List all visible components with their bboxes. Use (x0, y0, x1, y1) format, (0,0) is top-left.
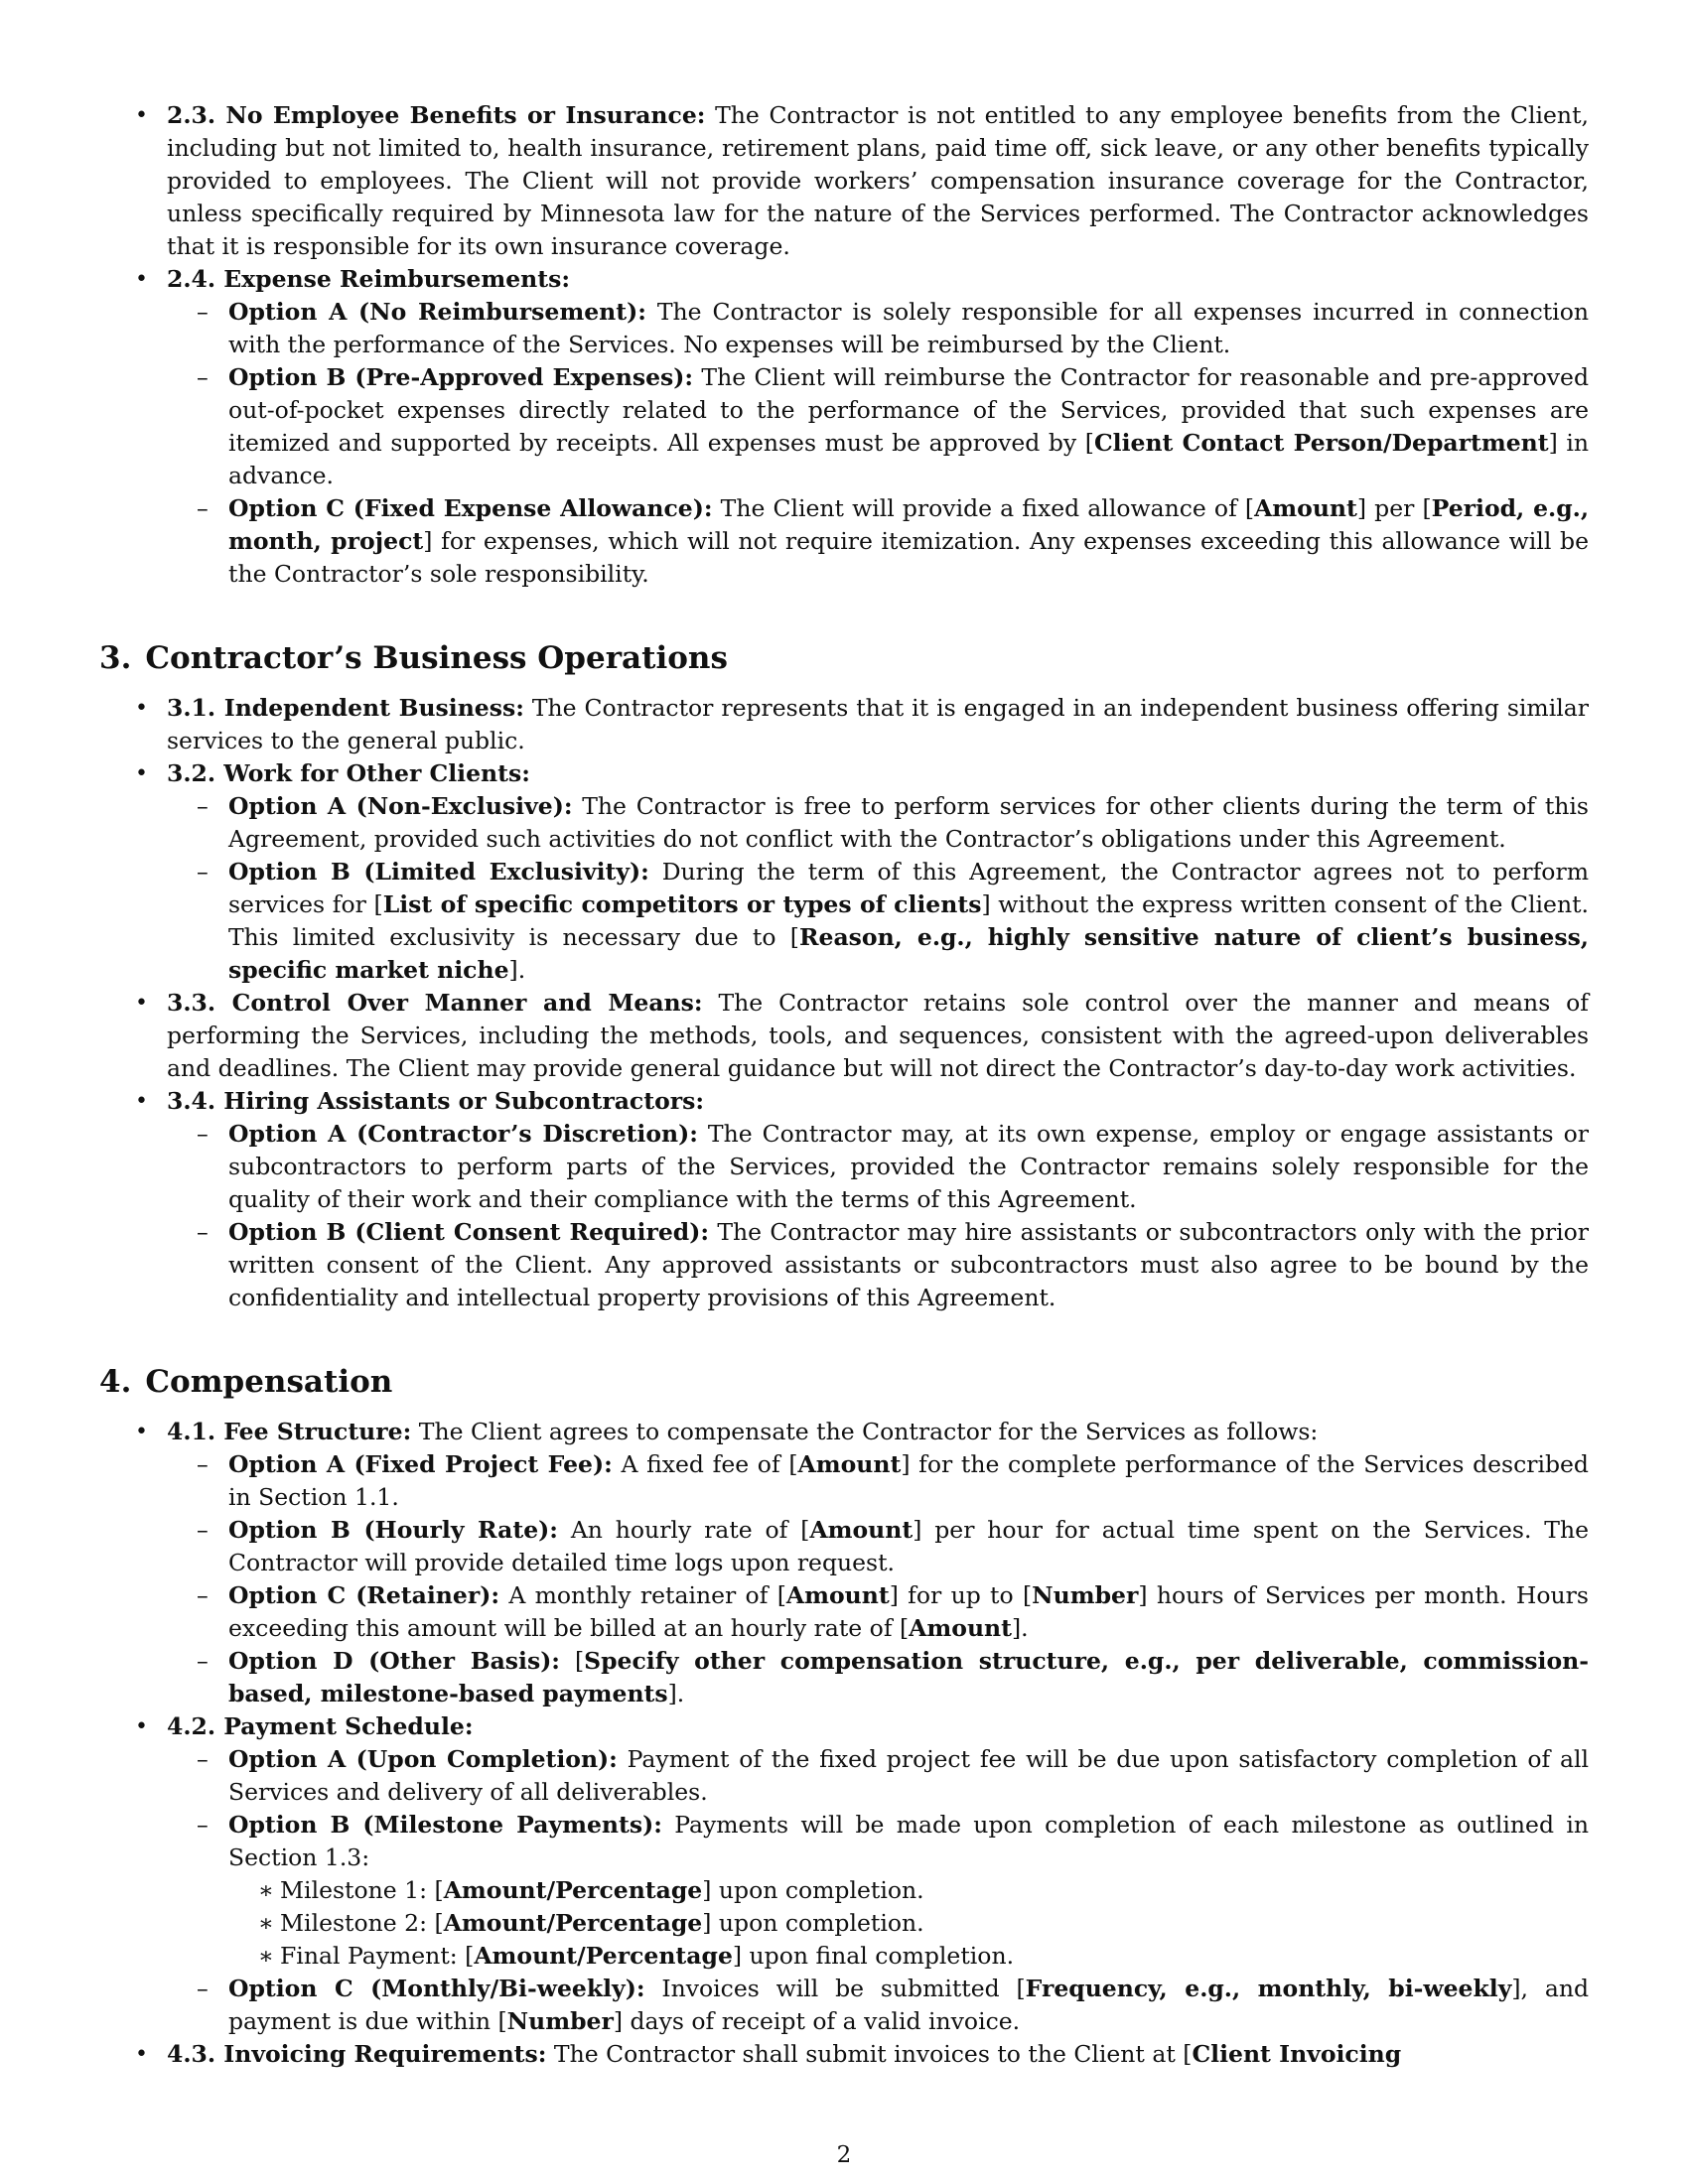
placeholder-field: Frequency, e.g., monthly, bi-weekly (1025, 1975, 1512, 2002)
milestone-item (228, 1907, 1589, 1940)
milestone-text: ] upon completion. (702, 1876, 924, 1904)
option-label: Option C (Retainer): (228, 1581, 500, 1609)
clause-label: 2.4. Expense Reimbursements: (167, 265, 571, 293)
bullet-icon: • (135, 267, 148, 292)
clause-4-2 (99, 1710, 1589, 2038)
bullet-icon: • (135, 991, 148, 1016)
milestone-item (228, 1874, 1589, 1907)
option-text: The Client will reimburse the Contractor for reasonable and pre-approved out-of-pocket expenses directly related to the performance of the Services, provided that such expenses are itemized and supported by receipts. All expenses must be approved by [ (228, 363, 1589, 457)
option-text: [ (574, 1647, 585, 1675)
section-4-heading (99, 1364, 1589, 1400)
dash-icon: – (197, 1647, 209, 1675)
placeholder-field: Amount (1254, 494, 1357, 522)
milestone-text: Milestone 1: [ (280, 1876, 444, 1904)
bullet-icon: • (135, 761, 148, 786)
milestone-text: Final Payment: [ (280, 1942, 475, 1970)
option-text: ], and payment is due within [ (228, 1975, 1590, 2035)
option-label: Option B (Limited Exclusivity): (228, 858, 649, 886)
dash-icon: – (197, 858, 209, 886)
option-text: ] without the express written consent of the Client. This limited exclusivity is necessary due to [ (228, 890, 1589, 951)
option-item (167, 1973, 1589, 2038)
option-label: Option C (Monthly/Bi-weekly): (228, 1975, 645, 2002)
clause-2-4 (99, 263, 1589, 591)
bullet-icon: • (135, 103, 148, 128)
asterisk-icon: ∗ (258, 1876, 274, 1904)
milestone-text: ] upon completion. (702, 1909, 924, 1937)
dash-icon: – (197, 1516, 209, 1544)
options-list (167, 296, 1589, 591)
bullet-icon: • (135, 1420, 148, 1444)
clause-label: 4.1. Fee Structure: (167, 1418, 412, 1445)
dash-icon: – (197, 363, 209, 391)
document-page (99, 99, 1589, 2071)
option-text: ] for the complete performance of the Services described in Section 1.1. (228, 1450, 1589, 1511)
section-4-list (99, 1416, 1589, 2071)
option-item (167, 492, 1589, 591)
section-number: 3. (99, 640, 132, 676)
placeholder-field: Amount (785, 1581, 890, 1609)
options-list (167, 1118, 1589, 1314)
section-3-list (99, 692, 1589, 1314)
option-text: An hourly rate of [ (570, 1516, 810, 1544)
option-item (167, 296, 1589, 361)
option-text: A monthly retainer of [ (508, 1581, 786, 1609)
clause-3-3 (99, 987, 1589, 1085)
option-item (167, 361, 1589, 492)
clause-3-4 (99, 1085, 1589, 1314)
dash-icon: – (197, 1811, 209, 1839)
dash-icon: – (197, 1975, 209, 2002)
option-text: The Contractor may hire assistants or subcontractors only with the prior written consent of the Client. Any approved assistants or subcontractors must also agree to be bound by the confidentiality and intellectual property provisions of this Agreement. (228, 1218, 1589, 1311)
placeholder-field: Specify other compensation structure, e.g., per deliverable, commission-based, milestone-based payments (228, 1647, 1589, 1707)
option-item (167, 1743, 1589, 1809)
section-title: Contractor’s Business Operations (145, 640, 728, 676)
section-title: Compensation (145, 1364, 393, 1400)
clause-3-2 (99, 757, 1589, 987)
placeholder-field: Amount (909, 1614, 1012, 1642)
option-text: Invoices will be submitted [ (661, 1975, 1026, 2002)
options-list (167, 1743, 1589, 2038)
clause-3-1 (99, 692, 1589, 757)
placeholder-field: Period, e.g., month, project (228, 494, 1589, 555)
clause-text: The Contractor is not entitled to any employee benefits from the Client, including but not limited to, health insurance, retirement plans, paid time off, sick leave, or any other benefits typically provided to employees. The Client will not provide workers’ compensation insurance coverage for the Contractor, unless specifically required by Minnesota law for the nature of the Services performed. The Contractor acknowledges that it is responsible for its own insurance coverage. (167, 101, 1589, 260)
option-item (167, 1514, 1589, 1579)
option-item (167, 1448, 1589, 1514)
placeholder-field: Client Contact Person/Department (1093, 429, 1549, 457)
option-text: The Contractor is free to perform services for other clients during the term of this Agreement, provided such activities do not conflict with the Contractor’s obligations under this Agreement. (228, 792, 1589, 853)
option-text: ] days of receipt of a valid invoice. (613, 2007, 1021, 2035)
dash-icon: – (197, 298, 209, 326)
options-list (167, 1448, 1589, 1710)
option-item (167, 1645, 1589, 1710)
placeholder-field: Amount/Percentage (443, 1909, 703, 1937)
option-text: The Client will provide a fixed allowance of [ (720, 494, 1255, 522)
option-label: Option B (Hourly Rate): (228, 1516, 558, 1544)
clause-text: The Contractor represents that it is engaged in an independent business offering similar services to the general public. (167, 694, 1589, 754)
placeholder-field: Number (506, 2007, 614, 2035)
option-label: Option A (Upon Completion): (228, 1745, 618, 1773)
asterisk-icon: ∗ (258, 1942, 274, 1970)
placeholder-field: Client Invoicing (1192, 2040, 1402, 2068)
option-text: ]. (508, 956, 526, 984)
bullet-icon: • (135, 696, 148, 721)
option-text: A fixed fee of [ (621, 1450, 798, 1478)
dash-icon: – (197, 1218, 209, 1246)
option-item (167, 1118, 1589, 1216)
dash-icon: – (197, 494, 209, 522)
milestone-list (228, 1874, 1589, 1973)
clause-4-1 (99, 1416, 1589, 1710)
clause-label: 3.1. Independent Business: (167, 694, 524, 722)
option-text: ]. (667, 1680, 685, 1707)
milestone-text: Milestone 2: [ (280, 1909, 444, 1937)
option-label: Option D (Other Basis): (228, 1647, 560, 1675)
dash-icon: – (197, 1450, 209, 1478)
clause-2-3 (99, 99, 1589, 263)
asterisk-icon: ∗ (258, 1909, 274, 1937)
section-number: 4. (99, 1364, 132, 1400)
option-text: ] in advance. (228, 429, 1589, 489)
option-label: Option B (Client Consent Required): (228, 1218, 710, 1246)
bullet-icon: • (135, 2042, 148, 2067)
option-label: Option B (Milestone Payments): (228, 1811, 662, 1839)
option-item (167, 1579, 1589, 1645)
option-label: Option A (Fixed Project Fee): (228, 1450, 613, 1478)
option-text: ] hours of Services per month. Hours exceeding this amount will be billed at an hourly rate of [ (228, 1581, 1589, 1642)
option-text: ]. (1011, 1614, 1029, 1642)
option-text: Payment of the fixed project fee will be due upon satisfactory completion of all Services and delivery of all deliverables. (228, 1745, 1589, 1806)
option-text: The Contractor is solely responsible for all expenses incurred in connection with the performance of the Services. No expenses will be reimbursed by the Client. (228, 298, 1589, 358)
section-2-list (99, 99, 1589, 591)
placeholder-field: Amount/Percentage (443, 1876, 703, 1904)
clause-4-3 (99, 2038, 1589, 2071)
option-label: Option B (Pre-Approved Expenses): (228, 363, 694, 391)
clause-label: 3.4. Hiring Assistants or Subcontractors: (167, 1087, 705, 1115)
dash-icon: – (197, 792, 209, 820)
placeholder-field: Reason, e.g., highly sensitive nature of client’s business, specific market niche (228, 923, 1589, 984)
clause-label: 4.3. Invoicing Requirements: (167, 2040, 547, 2068)
clause-label: 2.3. No Employee Benefits or Insurance: (167, 101, 706, 129)
option-text: ] for up to [ (889, 1581, 1033, 1609)
page-number: 2 (836, 2142, 852, 2168)
clause-text: The Contractor shall submit invoices to the Client at [ (553, 2040, 1193, 2068)
option-label: Option A (No Reimbursement): (228, 298, 646, 326)
clause-label: 4.2. Payment Schedule: (167, 1712, 474, 1740)
option-label: Option A (Contractor’s Discretion): (228, 1120, 698, 1148)
option-text: During the term of this Agreement, the Contractor agrees not to perform services for [ (228, 858, 1589, 918)
option-item (167, 790, 1589, 856)
bullet-icon: • (135, 1714, 148, 1739)
clause-text: The Client agrees to compensate the Contractor for the Services as follows: (418, 1418, 1319, 1445)
options-list (167, 790, 1589, 987)
milestone-text: ] upon final completion. (732, 1942, 1015, 1970)
option-label: Option C (Fixed Expense Allowance): (228, 494, 713, 522)
option-text: ] per hour for actual time spent on the Services. The Contractor will provide detailed time logs upon request. (228, 1516, 1589, 1576)
option-text: The Contractor may, at its own expense, employ or engage assistants or subcontractors to perform parts of the Services, provided the Contractor remains solely responsible for the quality of their work and their compliance with the terms of this Agreement. (228, 1120, 1589, 1213)
option-text: ] per [ (1356, 494, 1432, 522)
clause-label: 3.3. Control Over Manner and Means: (167, 989, 703, 1017)
dash-icon: – (197, 1120, 209, 1148)
placeholder-field: Amount/Percentage (474, 1942, 733, 1970)
clause-label: 3.2. Work for Other Clients: (167, 759, 530, 787)
dash-icon: – (197, 1745, 209, 1773)
dash-icon: – (197, 1581, 209, 1609)
option-label: Option A (Non-Exclusive): (228, 792, 573, 820)
option-item (167, 1809, 1589, 1973)
placeholder-field: Amount (809, 1516, 914, 1544)
placeholder-field: List of specific competitors or types of clients (382, 890, 982, 918)
option-item (167, 1216, 1589, 1314)
option-text: Payments will be made upon completion of each milestone as outlined in Section 1.3: (228, 1811, 1589, 1871)
clause-text: The Contractor retains sole control over the manner and means of performing the Services, including the methods, tools, and sequences, consistent with the agreed-upon deliverables and deadlines. The Client may provide general guidance but will not direct the Contractor’s day-to-day work activities. (167, 989, 1589, 1082)
placeholder-field: Number (1032, 1581, 1139, 1609)
bullet-icon: • (135, 1089, 148, 1114)
section-3-heading (99, 640, 1589, 676)
milestone-item (228, 1940, 1589, 1973)
option-text: ] for expenses, which will not require itemization. Any expenses exceeding this allowance will be the Contractor’s sole responsibility. (228, 527, 1589, 588)
placeholder-field: Amount (797, 1450, 902, 1478)
option-item (167, 856, 1589, 987)
